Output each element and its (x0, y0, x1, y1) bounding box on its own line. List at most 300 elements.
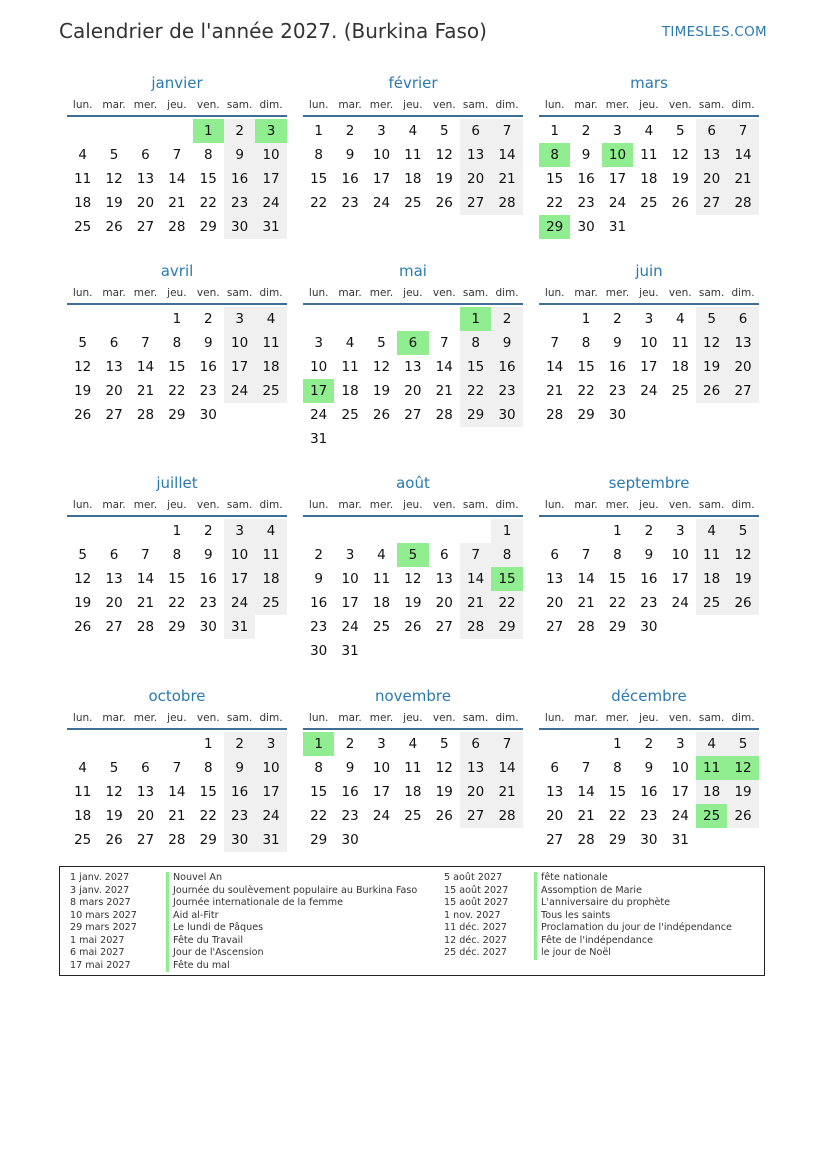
holiday-day-cell[interactable]: 1 (460, 307, 491, 331)
day-cell[interactable]: 23 (224, 804, 255, 828)
day-cell[interactable]: 10 (372, 147, 391, 163)
day-cell[interactable]: 28 (136, 619, 155, 635)
day-cell[interactable]: 6 (460, 732, 491, 756)
day-cell[interactable]: 4 (255, 519, 286, 543)
holiday-day-cell[interactable]: 3 (255, 119, 286, 143)
day-cell[interactable]: 29 (460, 403, 491, 427)
day-cell[interactable]: 11 (255, 331, 286, 355)
day-cell[interactable]: 29 (199, 832, 217, 848)
day-cell[interactable]: 21 (136, 595, 155, 611)
day-cell[interactable]: 25 (372, 619, 391, 635)
day-cell[interactable]: 17 (341, 595, 359, 611)
day-cell[interactable]: 30 (224, 828, 255, 852)
day-cell[interactable]: 28 (136, 407, 155, 423)
day-cell[interactable]: 27 (696, 191, 727, 215)
day-cell[interactable]: 27 (460, 191, 491, 215)
day-cell[interactable]: 10 (224, 331, 255, 355)
day-cell[interactable]: 10 (640, 335, 658, 351)
day-cell[interactable]: 24 (608, 195, 627, 211)
day-cell[interactable]: 14 (136, 359, 155, 375)
day-cell[interactable]: 10 (310, 359, 328, 375)
day-cell[interactable]: 14 (460, 567, 491, 591)
day-cell[interactable]: 11 (341, 359, 359, 375)
day-cell[interactable]: 30 (640, 832, 658, 848)
day-cell[interactable]: 26 (74, 407, 92, 423)
day-cell[interactable]: 11 (372, 571, 391, 587)
day-cell[interactable]: 5 (675, 123, 685, 139)
holiday-day-cell[interactable]: 17 (303, 379, 334, 403)
day-cell[interactable]: 18 (255, 567, 286, 591)
day-cell[interactable]: 3 (255, 732, 286, 756)
day-cell[interactable]: 5 (696, 307, 727, 331)
day-cell[interactable]: 9 (345, 760, 355, 776)
day-cell[interactable]: 25 (74, 832, 92, 848)
day-cell[interactable]: 6 (550, 760, 559, 776)
day-cell[interactable]: 29 (608, 619, 627, 635)
day-cell[interactable]: 26 (727, 591, 758, 615)
day-cell[interactable]: 6 (727, 307, 758, 331)
day-cell[interactable]: 16 (199, 359, 217, 375)
day-cell[interactable]: 24 (372, 195, 391, 211)
day-cell[interactable]: 26 (435, 808, 453, 824)
day-cell[interactable]: 7 (550, 335, 559, 351)
day-cell[interactable]: 24 (671, 808, 689, 824)
day-cell[interactable]: 23 (341, 808, 359, 824)
day-cell[interactable]: 31 (671, 832, 689, 848)
day-cell[interactable]: 19 (74, 595, 92, 611)
day-cell[interactable]: 9 (203, 547, 213, 563)
day-cell[interactable]: 31 (224, 615, 255, 639)
day-cell[interactable]: 29 (168, 407, 186, 423)
holiday-day-cell[interactable]: 15 (491, 567, 522, 591)
day-cell[interactable]: 8 (314, 147, 323, 163)
day-cell[interactable]: 18 (255, 355, 286, 379)
day-cell[interactable]: 14 (577, 784, 595, 800)
day-cell[interactable]: 21 (491, 167, 522, 191)
day-cell[interactable]: 20 (546, 808, 564, 824)
day-cell[interactable]: 21 (168, 808, 186, 824)
day-cell[interactable]: 24 (224, 591, 255, 615)
day-cell[interactable]: 1 (491, 519, 522, 543)
day-cell[interactable]: 25 (404, 195, 422, 211)
day-cell[interactable]: 17 (671, 784, 689, 800)
day-cell[interactable]: 21 (546, 383, 564, 399)
day-cell[interactable]: 2 (581, 123, 591, 139)
day-cell[interactable]: 12 (372, 359, 391, 375)
day-cell[interactable]: 4 (644, 123, 654, 139)
day-cell[interactable]: 1 (203, 736, 213, 752)
day-cell[interactable]: 11 (671, 335, 689, 351)
day-cell[interactable]: 21 (491, 780, 522, 804)
day-cell[interactable]: 28 (491, 191, 522, 215)
day-cell[interactable]: 12 (404, 571, 422, 587)
day-cell[interactable]: 22 (199, 808, 217, 824)
day-cell[interactable]: 17 (671, 571, 689, 587)
day-cell[interactable]: 9 (203, 335, 213, 351)
day-cell[interactable]: 21 (136, 383, 155, 399)
day-cell[interactable]: 22 (608, 808, 627, 824)
day-cell[interactable]: 23 (491, 379, 522, 403)
day-cell[interactable]: 14 (168, 784, 186, 800)
day-cell[interactable]: 30 (341, 832, 359, 848)
day-cell[interactable]: 9 (644, 760, 654, 776)
day-cell[interactable]: 20 (404, 383, 422, 399)
day-cell[interactable]: 10 (341, 571, 359, 587)
day-cell[interactable]: 11 (74, 784, 92, 800)
day-cell[interactable]: 5 (439, 736, 449, 752)
day-cell[interactable]: 9 (491, 331, 522, 355)
day-cell[interactable]: 2 (613, 311, 622, 327)
day-cell[interactable]: 26 (74, 619, 92, 635)
day-cell[interactable]: 7 (172, 760, 182, 776)
day-cell[interactable]: 20 (696, 167, 727, 191)
day-cell[interactable]: 17 (640, 359, 658, 375)
day-cell[interactable]: 22 (310, 808, 328, 824)
day-cell[interactable]: 20 (136, 195, 155, 211)
day-cell[interactable]: 30 (224, 215, 255, 239)
day-cell[interactable]: 6 (696, 119, 727, 143)
day-cell[interactable]: 7 (460, 543, 491, 567)
day-cell[interactable]: 5 (78, 547, 87, 563)
day-cell[interactable]: 15 (310, 784, 328, 800)
day-cell[interactable]: 28 (577, 832, 595, 848)
day-cell[interactable]: 20 (136, 808, 155, 824)
day-cell[interactable]: 7 (439, 335, 449, 351)
day-cell[interactable]: 22 (546, 195, 564, 211)
day-cell[interactable]: 2 (345, 736, 355, 752)
day-cell[interactable]: 23 (224, 191, 255, 215)
day-cell[interactable]: 8 (314, 760, 323, 776)
day-cell[interactable]: 24 (671, 595, 689, 611)
day-cell[interactable]: 1 (314, 123, 323, 139)
day-cell[interactable]: 16 (640, 571, 658, 587)
day-cell[interactable]: 17 (608, 171, 627, 187)
day-cell[interactable]: 26 (727, 804, 758, 828)
day-cell[interactable]: 15 (577, 359, 595, 375)
day-cell[interactable]: 15 (608, 784, 627, 800)
day-cell[interactable]: 1 (613, 736, 622, 752)
day-cell[interactable]: 1 (613, 523, 622, 539)
day-cell[interactable]: 4 (377, 547, 386, 563)
day-cell[interactable]: 18 (74, 195, 92, 211)
day-cell[interactable]: 14 (491, 756, 522, 780)
day-cell[interactable]: 14 (136, 571, 155, 587)
day-cell[interactable]: 30 (491, 403, 522, 427)
day-cell[interactable]: 3 (675, 736, 685, 752)
day-cell[interactable]: 30 (640, 619, 658, 635)
day-cell[interactable]: 31 (608, 219, 627, 235)
day-cell[interactable]: 8 (491, 543, 522, 567)
day-cell[interactable]: 31 (341, 643, 359, 659)
day-cell[interactable]: 24 (372, 808, 391, 824)
day-cell[interactable]: 17 (372, 171, 391, 187)
day-cell[interactable]: 16 (577, 171, 595, 187)
day-cell[interactable]: 13 (136, 784, 155, 800)
day-cell[interactable]: 2 (224, 732, 255, 756)
day-cell[interactable]: 21 (577, 808, 595, 824)
day-cell[interactable]: 13 (105, 359, 123, 375)
day-cell[interactable]: 9 (345, 147, 355, 163)
day-cell[interactable]: 19 (105, 195, 123, 211)
day-cell[interactable]: 22 (168, 595, 186, 611)
day-cell[interactable]: 25 (696, 591, 727, 615)
day-cell[interactable]: 31 (255, 215, 286, 239)
day-cell[interactable]: 22 (577, 383, 595, 399)
day-cell[interactable]: 18 (696, 567, 727, 591)
day-cell[interactable]: 24 (255, 191, 286, 215)
day-cell[interactable]: 27 (105, 407, 123, 423)
day-cell[interactable]: 5 (727, 732, 758, 756)
day-cell[interactable]: 19 (372, 383, 391, 399)
day-cell[interactable]: 27 (546, 619, 564, 635)
day-cell[interactable]: 28 (460, 615, 491, 639)
day-cell[interactable]: 14 (727, 143, 758, 167)
day-cell[interactable]: 16 (199, 571, 217, 587)
day-cell[interactable]: 8 (581, 335, 591, 351)
day-cell[interactable]: 12 (105, 171, 123, 187)
day-cell[interactable]: 26 (696, 379, 727, 403)
day-cell[interactable]: 23 (310, 619, 328, 635)
day-cell[interactable]: 27 (136, 832, 155, 848)
holiday-day-cell[interactable]: 10 (602, 143, 633, 167)
day-cell[interactable]: 28 (435, 407, 453, 423)
day-cell[interactable]: 6 (550, 547, 559, 563)
day-cell[interactable]: 19 (435, 784, 453, 800)
day-cell[interactable]: 2 (203, 311, 213, 327)
day-cell[interactable]: 22 (168, 383, 186, 399)
day-cell[interactable]: 17 (224, 567, 255, 591)
day-cell[interactable]: 10 (255, 756, 286, 780)
day-cell[interactable]: 26 (404, 619, 422, 635)
day-cell[interactable]: 11 (255, 543, 286, 567)
day-cell[interactable]: 31 (255, 828, 286, 852)
day-cell[interactable]: 20 (727, 355, 758, 379)
day-cell[interactable]: 9 (613, 335, 622, 351)
day-cell[interactable]: 12 (435, 760, 453, 776)
day-cell[interactable]: 8 (203, 147, 213, 163)
day-cell[interactable]: 20 (105, 595, 123, 611)
day-cell[interactable]: 10 (671, 547, 689, 563)
day-cell[interactable]: 14 (491, 143, 522, 167)
day-cell[interactable]: 3 (224, 519, 255, 543)
day-cell[interactable]: 28 (577, 619, 595, 635)
day-cell[interactable]: 3 (377, 123, 386, 139)
day-cell[interactable]: 23 (577, 195, 595, 211)
day-cell[interactable]: 5 (727, 519, 758, 543)
day-cell[interactable]: 26 (105, 832, 123, 848)
day-cell[interactable]: 29 (608, 832, 627, 848)
day-cell[interactable]: 22 (199, 195, 217, 211)
day-cell[interactable]: 16 (491, 355, 522, 379)
day-cell[interactable]: 16 (310, 595, 328, 611)
day-cell[interactable]: 1 (581, 311, 591, 327)
day-cell[interactable]: 29 (199, 219, 217, 235)
holiday-day-cell[interactable]: 5 (397, 543, 428, 567)
day-cell[interactable]: 24 (255, 804, 286, 828)
day-cell[interactable]: 6 (439, 547, 449, 563)
day-cell[interactable]: 13 (727, 331, 758, 355)
day-cell[interactable]: 23 (199, 595, 217, 611)
day-cell[interactable]: 3 (675, 523, 685, 539)
day-cell[interactable]: 13 (546, 784, 564, 800)
holiday-day-cell[interactable]: 25 (696, 804, 727, 828)
day-cell[interactable]: 25 (341, 407, 359, 423)
day-cell[interactable]: 4 (696, 732, 727, 756)
day-cell[interactable]: 13 (105, 571, 123, 587)
day-cell[interactable]: 10 (255, 143, 286, 167)
day-cell[interactable]: 13 (460, 756, 491, 780)
day-cell[interactable]: 1 (550, 123, 559, 139)
day-cell[interactable]: 5 (78, 335, 87, 351)
day-cell[interactable]: 12 (727, 543, 758, 567)
day-cell[interactable]: 7 (141, 335, 150, 351)
day-cell[interactable]: 7 (172, 147, 182, 163)
day-cell[interactable]: 28 (491, 804, 522, 828)
day-cell[interactable]: 27 (404, 407, 422, 423)
day-cell[interactable]: 9 (644, 547, 654, 563)
day-cell[interactable]: 13 (435, 571, 453, 587)
day-cell[interactable]: 22 (460, 379, 491, 403)
day-cell[interactable]: 4 (408, 736, 418, 752)
day-cell[interactable]: 10 (372, 760, 391, 776)
day-cell[interactable]: 24 (224, 379, 255, 403)
day-cell[interactable]: 16 (341, 171, 359, 187)
day-cell[interactable]: 13 (696, 143, 727, 167)
day-cell[interactable]: 2 (644, 523, 654, 539)
day-cell[interactable]: 19 (727, 567, 758, 591)
day-cell[interactable]: 19 (105, 808, 123, 824)
day-cell[interactable]: 7 (491, 119, 522, 143)
day-cell[interactable]: 26 (372, 407, 391, 423)
day-cell[interactable]: 3 (644, 311, 654, 327)
day-cell[interactable]: 20 (546, 595, 564, 611)
holiday-day-cell[interactable]: 8 (539, 143, 570, 167)
day-cell[interactable]: 29 (491, 615, 522, 639)
day-cell[interactable]: 3 (314, 335, 323, 351)
day-cell[interactable]: 21 (460, 591, 491, 615)
day-cell[interactable]: 8 (203, 760, 213, 776)
day-cell[interactable]: 27 (727, 379, 758, 403)
day-cell[interactable]: 20 (460, 167, 491, 191)
day-cell[interactable]: 28 (168, 832, 186, 848)
day-cell[interactable]: 8 (460, 331, 491, 355)
day-cell[interactable]: 3 (345, 547, 355, 563)
day-cell[interactable]: 6 (141, 760, 150, 776)
day-cell[interactable]: 26 (105, 219, 123, 235)
day-cell[interactable]: 21 (727, 167, 758, 191)
day-cell[interactable]: 13 (546, 571, 564, 587)
day-cell[interactable]: 27 (460, 804, 491, 828)
day-cell[interactable]: 5 (377, 335, 386, 351)
day-cell[interactable]: 16 (224, 167, 255, 191)
day-cell[interactable]: 27 (435, 619, 453, 635)
day-cell[interactable]: 18 (341, 383, 359, 399)
day-cell[interactable]: 30 (199, 619, 217, 635)
day-cell[interactable]: 7 (581, 547, 591, 563)
day-cell[interactable]: 22 (310, 195, 328, 211)
day-cell[interactable]: 31 (310, 431, 328, 447)
day-cell[interactable]: 5 (109, 147, 119, 163)
day-cell[interactable]: 21 (168, 195, 186, 211)
day-cell[interactable]: 10 (224, 543, 255, 567)
day-cell[interactable]: 28 (727, 191, 758, 215)
day-cell[interactable]: 26 (671, 195, 689, 211)
day-cell[interactable]: 4 (696, 519, 727, 543)
day-cell[interactable]: 21 (577, 595, 595, 611)
day-cell[interactable]: 23 (640, 595, 658, 611)
day-cell[interactable]: 14 (168, 171, 186, 187)
day-cell[interactable]: 23 (640, 808, 658, 824)
day-cell[interactable]: 4 (345, 335, 355, 351)
day-cell[interactable]: 29 (168, 619, 186, 635)
day-cell[interactable]: 16 (224, 780, 255, 804)
day-cell[interactable]: 15 (199, 171, 217, 187)
day-cell[interactable]: 18 (671, 359, 689, 375)
day-cell[interactable]: 29 (310, 832, 328, 848)
day-cell[interactable]: 28 (168, 219, 186, 235)
day-cell[interactable]: 21 (435, 383, 453, 399)
day-cell[interactable]: 2 (224, 119, 255, 143)
day-cell[interactable]: 15 (310, 171, 328, 187)
holiday-day-cell[interactable]: 1 (193, 119, 224, 143)
day-cell[interactable]: 18 (696, 780, 727, 804)
day-cell[interactable]: 25 (255, 591, 286, 615)
day-cell[interactable]: 4 (78, 147, 87, 163)
day-cell[interactable]: 10 (671, 760, 689, 776)
day-cell[interactable]: 1 (172, 311, 182, 327)
day-cell[interactable]: 8 (613, 547, 622, 563)
day-cell[interactable]: 16 (608, 359, 627, 375)
day-cell[interactable]: 27 (136, 219, 155, 235)
day-cell[interactable]: 15 (546, 171, 564, 187)
day-cell[interactable]: 30 (577, 219, 595, 235)
day-cell[interactable]: 12 (696, 331, 727, 355)
day-cell[interactable]: 3 (613, 123, 622, 139)
day-cell[interactable]: 16 (341, 784, 359, 800)
day-cell[interactable]: 14 (435, 359, 453, 375)
day-cell[interactable]: 14 (577, 571, 595, 587)
day-cell[interactable]: 15 (199, 784, 217, 800)
day-cell[interactable]: 12 (435, 147, 453, 163)
day-cell[interactable]: 18 (372, 595, 391, 611)
day-cell[interactable]: 30 (310, 643, 328, 659)
day-cell[interactable]: 15 (168, 571, 186, 587)
day-cell[interactable]: 24 (640, 383, 658, 399)
day-cell[interactable]: 1 (172, 523, 182, 539)
day-cell[interactable]: 25 (640, 195, 658, 211)
day-cell[interactable]: 25 (671, 383, 689, 399)
day-cell[interactable]: 27 (105, 619, 123, 635)
day-cell[interactable]: 17 (372, 784, 391, 800)
day-cell[interactable]: 23 (199, 383, 217, 399)
day-cell[interactable]: 8 (172, 547, 182, 563)
day-cell[interactable]: 23 (608, 383, 627, 399)
day-cell[interactable]: 6 (109, 335, 119, 351)
day-cell[interactable]: 7 (581, 760, 591, 776)
day-cell[interactable]: 2 (314, 547, 323, 563)
day-cell[interactable]: 9 (224, 756, 255, 780)
day-cell[interactable]: 4 (78, 760, 87, 776)
day-cell[interactable]: 4 (408, 123, 418, 139)
day-cell[interactable]: 13 (460, 143, 491, 167)
day-cell[interactable]: 26 (435, 195, 453, 211)
day-cell[interactable]: 20 (105, 383, 123, 399)
day-cell[interactable]: 13 (136, 171, 155, 187)
day-cell[interactable]: 19 (74, 383, 92, 399)
holiday-day-cell[interactable]: 6 (397, 331, 428, 355)
day-cell[interactable]: 23 (341, 195, 359, 211)
day-cell[interactable]: 9 (224, 143, 255, 167)
